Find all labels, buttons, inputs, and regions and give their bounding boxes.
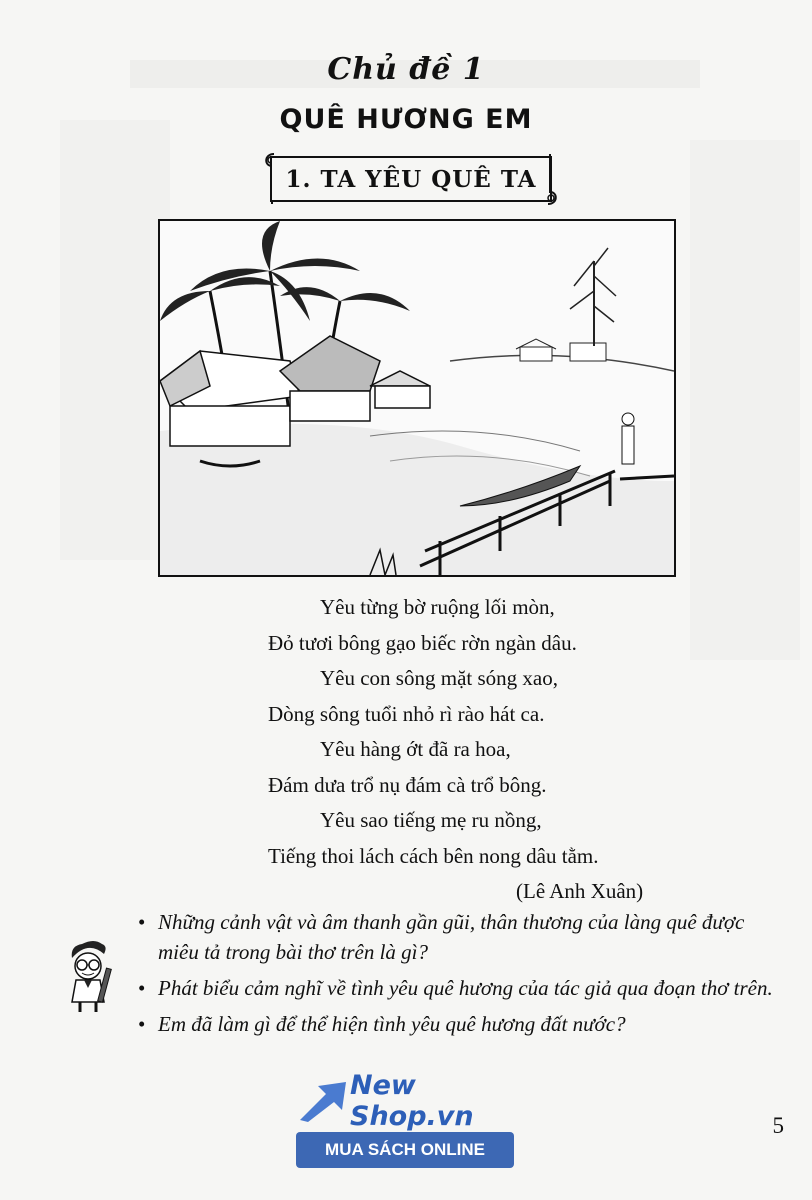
student-mascot-icon bbox=[58, 940, 118, 1016]
question-text: Phát biểu cảm nghĩ về tình yêu quê hương của tác giả qua đoạn thơ trên. bbox=[158, 976, 773, 1000]
shop-logo-arrow-icon bbox=[296, 1080, 350, 1122]
chapter-label: Chủ đề 1 bbox=[327, 52, 485, 87]
shop-brand: New Shop.vn bbox=[350, 1070, 474, 1132]
question-text: Em đã làm gì để thể hiện tình yêu quê hương đất nước? bbox=[158, 1012, 626, 1036]
shop-watermark bbox=[296, 1070, 516, 1172]
question-item bbox=[138, 973, 788, 1003]
question-text: Những cảnh vật và âm thanh gần gũi, thân thương của làng quê được miêu tả trong bài thơ trên là gì? bbox=[158, 910, 745, 964]
poem-line: Yêu con sông mặt sóng xao, bbox=[320, 666, 558, 690]
question-item bbox=[138, 1009, 788, 1039]
poem-line: Tiếng thoi lách cách bên nong dâu tằm. bbox=[268, 843, 599, 868]
lesson-title: 1. TA YÊU QUÊ TA bbox=[270, 156, 552, 202]
poem-line: Yêu từng bờ ruộng lối mòn, bbox=[320, 595, 555, 619]
poem-line: Yêu hàng ớt đã ra hoa, bbox=[320, 737, 511, 761]
chapter-title: QUÊ HƯƠNG EM bbox=[279, 104, 533, 135]
question-item bbox=[138, 907, 788, 967]
poem-line: Đỏ tươi bông gạo biếc rờn ngàn dâu. bbox=[268, 630, 577, 655]
village-illustration bbox=[158, 219, 676, 577]
poem-line: Dòng sông tuổi nhỏ rì rào hát ca. bbox=[268, 701, 545, 726]
questions-list bbox=[138, 907, 788, 1045]
bullet: • bbox=[138, 910, 146, 934]
poem-author: (Lê Anh Xuân) bbox=[516, 879, 644, 903]
page-number: 5 bbox=[772, 1113, 784, 1138]
village-scene-drawing bbox=[160, 221, 674, 575]
poem-line: Yêu sao tiếng mẹ ru nồng, bbox=[320, 808, 542, 832]
bullet: • bbox=[138, 976, 146, 1000]
bullet: • bbox=[138, 1012, 146, 1036]
lesson-banner bbox=[262, 150, 560, 208]
scroll-curl-right-icon bbox=[544, 150, 560, 208]
poem-line: Đám dưa trổ nụ đám cà trổ bông. bbox=[268, 772, 547, 797]
shop-tagline: MUA SÁCH ONLINE bbox=[296, 1132, 514, 1168]
